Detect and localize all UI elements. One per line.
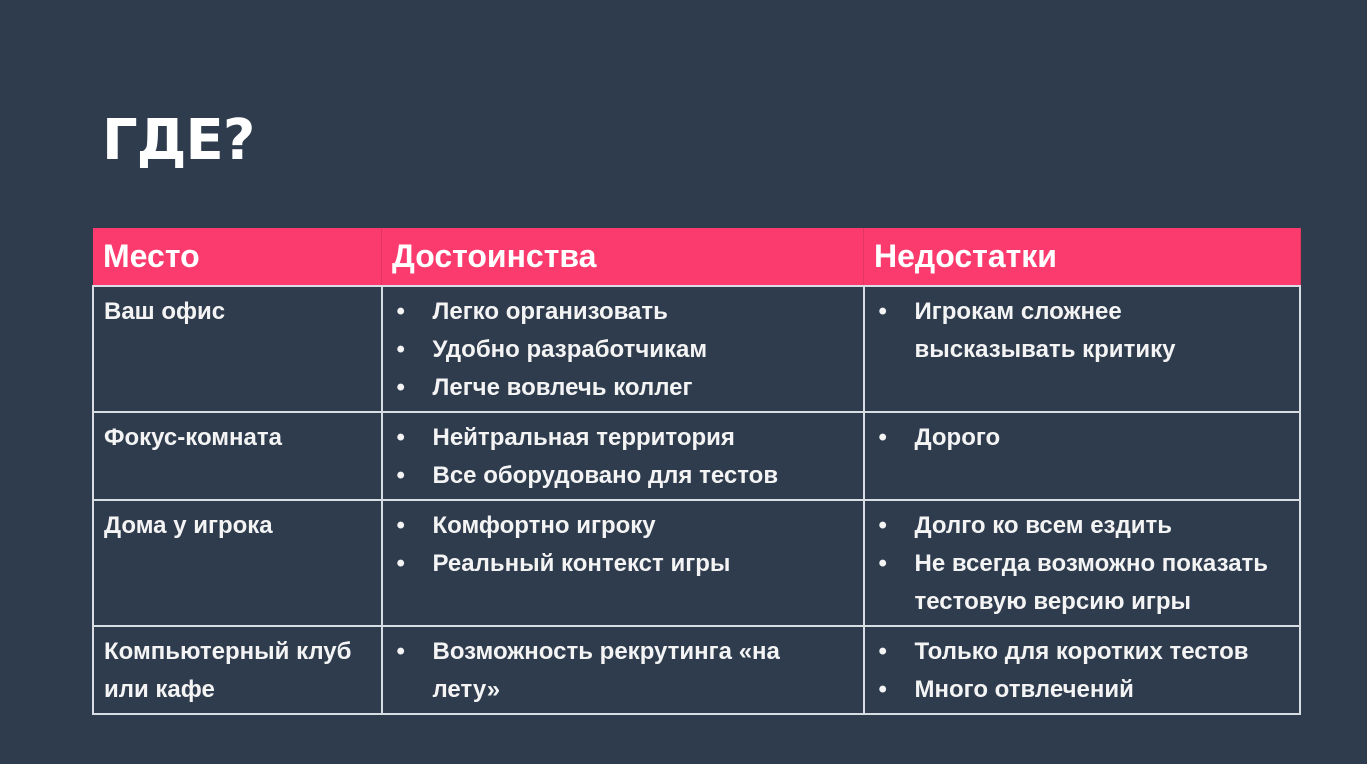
item-text: Легче вовлечь коллег [432, 374, 693, 401]
bullet-icon: • [878, 676, 887, 703]
pros-cell [382, 626, 864, 714]
item-text: Возможность рекрутинга «на лету» [432, 638, 780, 703]
bullet-icon: • [878, 424, 887, 451]
item-text: Только для коротких тестов [914, 638, 1249, 665]
item-text: Долго ко всем ездить [914, 512, 1172, 539]
place-cell: Ваш офис [93, 286, 382, 412]
cons-item [875, 293, 1290, 369]
bullet-icon: • [878, 638, 887, 665]
pros-cell [382, 412, 864, 500]
pros-cell [382, 500, 864, 626]
pros-item [393, 633, 853, 709]
pros-item [393, 369, 853, 407]
item-text: Все оборудовано для тестов [432, 462, 779, 489]
pros-item [393, 419, 853, 457]
cons-item [875, 633, 1290, 671]
bullet-icon: • [396, 424, 405, 451]
item-text: Реальный контекст игры [432, 550, 731, 577]
item-text: Легко организовать [432, 298, 668, 325]
header-cons: Недостатки [864, 228, 1301, 286]
item-text: Комфортно игроку [432, 512, 656, 539]
bullet-icon: • [878, 298, 887, 325]
place-cell: Фокус-комната [93, 412, 382, 500]
comparison-table [92, 228, 1301, 715]
cons-cell [864, 626, 1301, 714]
bullet-icon: • [396, 550, 405, 577]
header-place: Место [93, 228, 382, 286]
pros-item [393, 545, 853, 583]
table-header-row [93, 228, 1300, 286]
item-text: Много отвлечений [914, 676, 1134, 703]
bullet-icon: • [396, 462, 405, 489]
cons-item [875, 507, 1290, 545]
item-text: Не всегда возможно показать тестовую версию игры [914, 550, 1269, 615]
pros-item [393, 293, 853, 331]
cons-cell [864, 286, 1301, 412]
bullet-icon: • [396, 298, 405, 325]
item-text: Удобно разработчикам [432, 336, 708, 363]
bullet-icon: • [396, 512, 405, 539]
table-row [93, 412, 1300, 500]
bullet-icon: • [878, 550, 887, 577]
pros-item [393, 507, 853, 545]
cons-item [875, 419, 1290, 457]
pros-item [393, 331, 853, 369]
item-text: Дорого [914, 424, 1001, 451]
header-pros: Достоинства [382, 228, 864, 286]
pros-cell [382, 286, 864, 412]
bullet-icon: • [396, 336, 405, 363]
place-cell: Дома у игрока [93, 500, 382, 626]
bullet-icon: • [396, 374, 405, 401]
table-row [93, 626, 1300, 714]
cons-item [875, 671, 1290, 709]
table-row [93, 500, 1300, 626]
bullet-icon: • [878, 512, 887, 539]
cons-cell [864, 412, 1301, 500]
table-row [93, 286, 1300, 412]
item-text: Игрокам сложнее высказывать критику [914, 298, 1176, 363]
cons-cell [864, 500, 1301, 626]
place-cell: Компьютерный клуб или кафе [93, 626, 382, 714]
pros-item [393, 457, 853, 495]
bullet-icon: • [396, 638, 405, 665]
item-text: Нейтральная территория [432, 424, 735, 451]
cons-item [875, 545, 1290, 621]
slide-title: ГДЕ? [102, 108, 255, 173]
